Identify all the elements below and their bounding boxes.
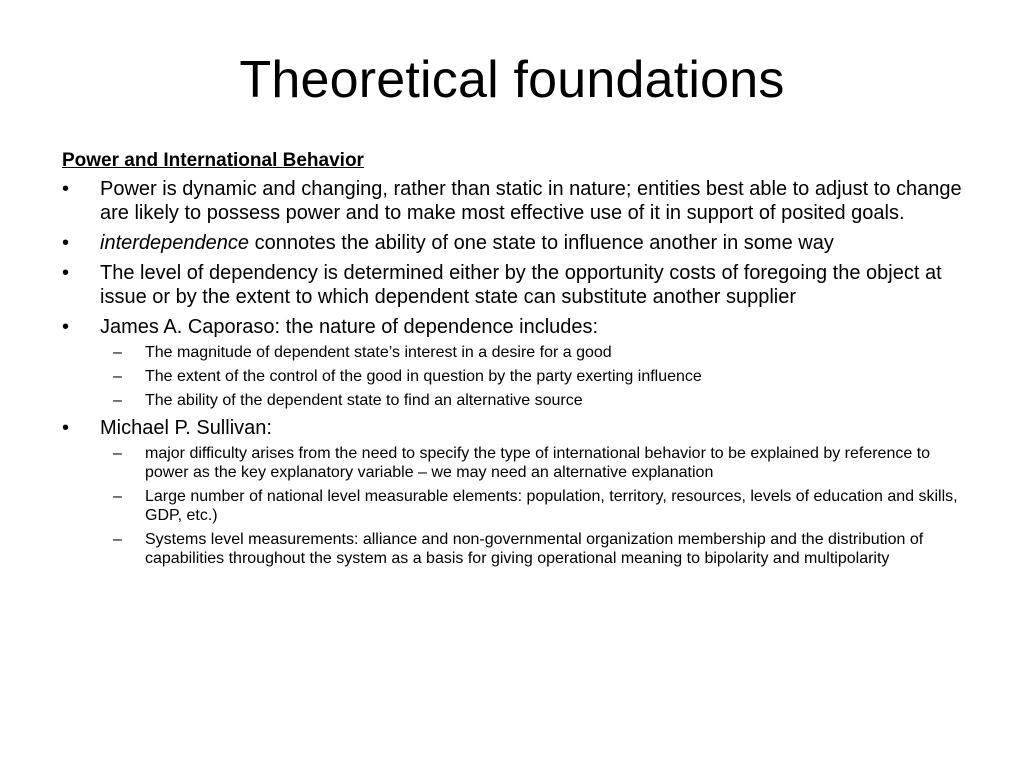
bullet-item-4 bbox=[62, 315, 972, 410]
sub-bullet-text: The magnitude of dependent state’s interest in a desire for a good bbox=[145, 344, 612, 361]
bullet-item-1 bbox=[62, 177, 972, 225]
bullet-item-5 bbox=[62, 416, 972, 568]
bullet-item-2 bbox=[62, 231, 972, 255]
bullet-item-3 bbox=[62, 261, 972, 309]
sub-bullet-list bbox=[100, 343, 972, 410]
sub-bullet-text: The ability of the dependent state to find an alternative source bbox=[145, 392, 583, 409]
section-heading: Power and International Behavior bbox=[62, 150, 364, 171]
bullet-text: The level of dependency is determined either by the opportunity costs of foregoing the object at issue or by the extent to which dependent state can substitute another supplier bbox=[100, 262, 942, 308]
bullet-text: James A. Caporaso: the nature of dependence includes: bbox=[100, 316, 599, 338]
sub-bullet-text: Large number of national level measurable elements: population, territory, resources, levels of education and skills, GDP, etc.) bbox=[145, 488, 958, 524]
bullet-text: connotes the ability of one state to influence another in some way bbox=[249, 232, 834, 254]
sub-bullet-item bbox=[99, 444, 972, 482]
slide-title: Theoretical foundations bbox=[239, 51, 785, 109]
bullet-text: Michael P. Sullivan: bbox=[100, 417, 272, 439]
bullet-icon: • bbox=[62, 316, 70, 338]
dash-icon: – bbox=[113, 392, 122, 409]
dash-icon: – bbox=[113, 531, 122, 548]
bullet-icon: • bbox=[62, 262, 70, 284]
sub-bullet-text: Systems level measurements: alliance and non-governmental organization membership and the distribution of capabilities throughout the system as a basis for giving operational meaning to bipolarity and multipolarity bbox=[145, 531, 924, 567]
slide-content bbox=[62, 150, 972, 574]
bullet-icon: • bbox=[62, 232, 70, 254]
dash-icon: – bbox=[113, 445, 122, 462]
dash-icon: – bbox=[113, 368, 122, 385]
dash-icon: – bbox=[113, 488, 122, 505]
sub-bullet-item bbox=[99, 367, 972, 386]
sub-bullet-item bbox=[99, 487, 972, 525]
bullet-text: Power is dynamic and changing, rather than static in nature; entities best able to adjust to change are likely to possess power and to make most effective use of it in support of posited goals. bbox=[100, 178, 962, 224]
sub-bullet-item bbox=[99, 530, 972, 568]
bullet-list bbox=[62, 177, 972, 568]
dash-icon: – bbox=[113, 344, 122, 361]
bullet-icon: • bbox=[62, 178, 70, 200]
sub-bullet-list bbox=[100, 444, 972, 568]
bullet-icon: • bbox=[62, 417, 70, 439]
sub-bullet-item bbox=[99, 391, 972, 410]
sub-bullet-item bbox=[99, 343, 972, 362]
sub-bullet-text: major difficulty arises from the need to specify the type of international behavior to be explained by reference to power as the key explanatory variable – we may need an alternative explanation bbox=[145, 445, 931, 481]
sub-bullet-text: The extent of the control of the good in question by the party exerting influence bbox=[145, 368, 702, 385]
bullet-italic-term: interdependence bbox=[100, 232, 250, 254]
